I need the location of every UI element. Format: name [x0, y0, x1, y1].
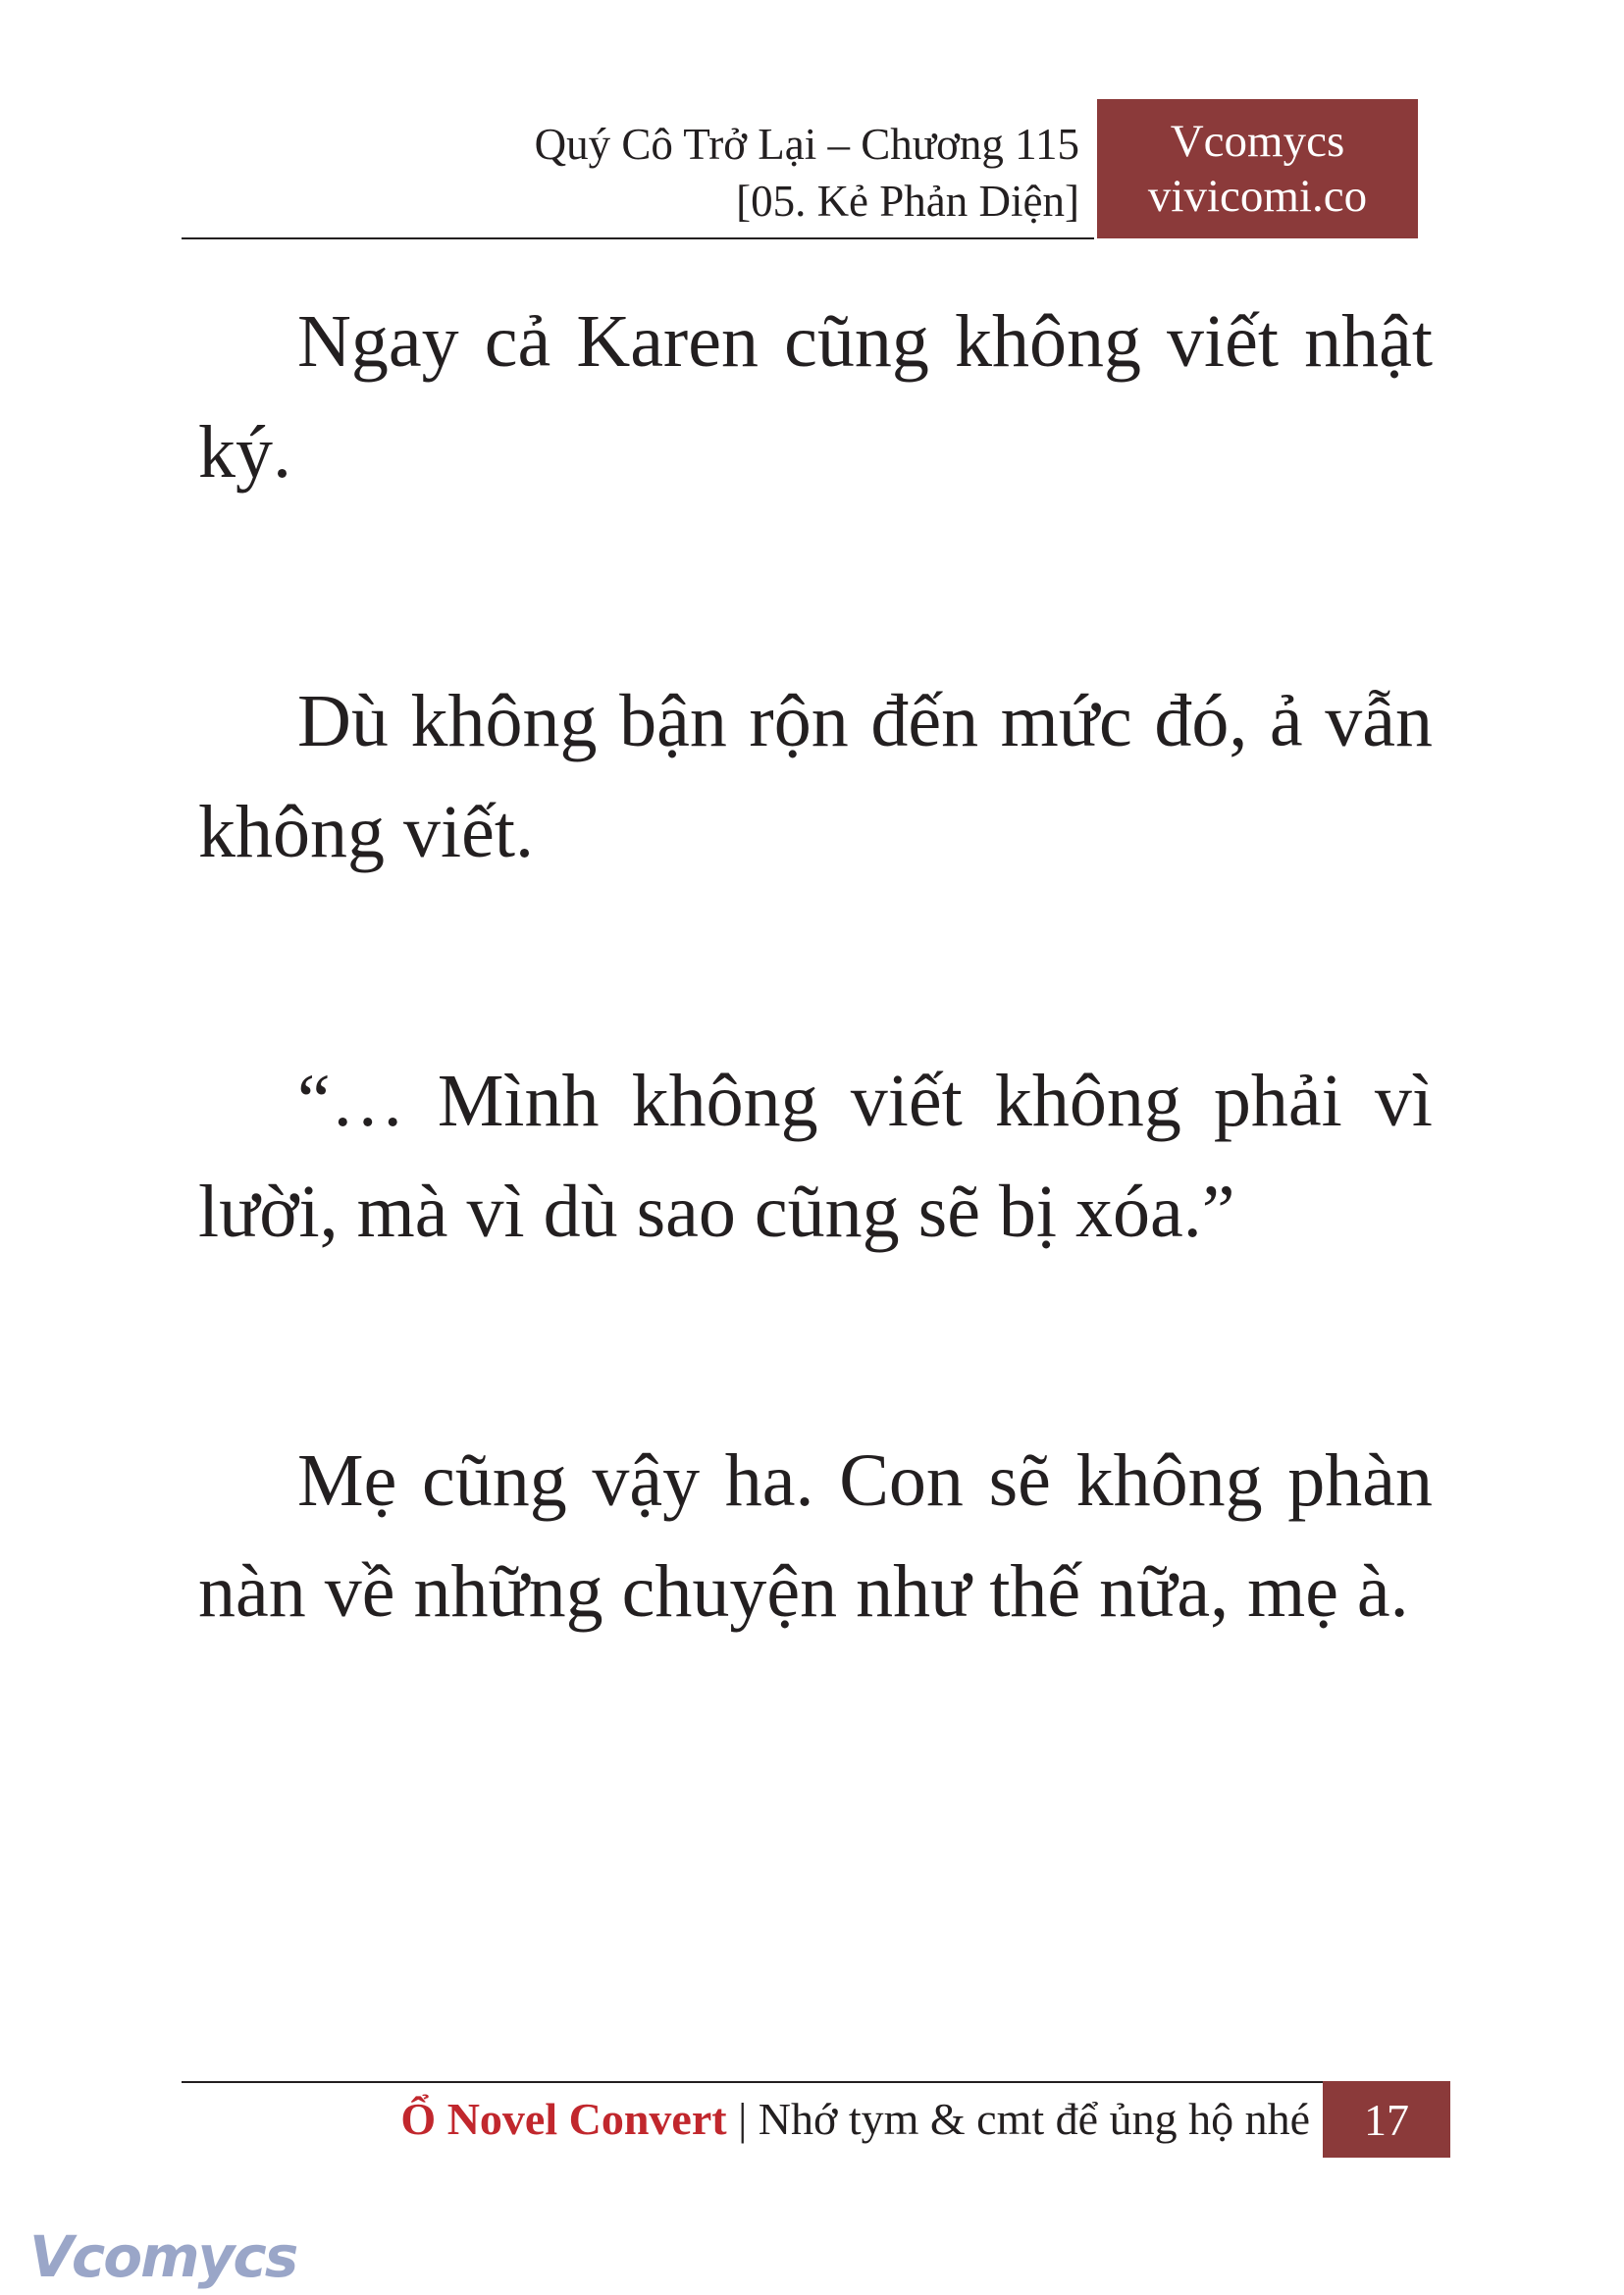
brand-box — [1097, 99, 1418, 238]
brand-site: vivicomi.co — [1147, 171, 1368, 222]
paragraph: “… Mình không viết không phải vì lười, mà vì dù sao cũng sẽ bị xóa.” — [198, 1060, 1433, 1253]
chapter-title: Quý Cô Trở Lại – Chương 115 — [534, 120, 1079, 169]
chapter-subtitle: [05. Kẻ Phản Diện] — [736, 177, 1079, 226]
paragraph: Dù không bận rộn đến mức đó, ả vẫn không viết. — [198, 680, 1433, 873]
footer-divider — [182, 2081, 1325, 2083]
chapter-header — [535, 116, 1079, 230]
chapter-body — [198, 287, 1433, 1805]
footer-brand: Ổ Novel Convert — [400, 2094, 727, 2144]
brand-name: Vcomycs — [1170, 116, 1345, 167]
paragraph: Ngay cả Karen cũng không viết nhật ký. — [198, 300, 1433, 494]
page-number: 17 — [1323, 2081, 1450, 2158]
footer-message: Nhớ tym & cmt để ủng hộ nhé — [758, 2094, 1310, 2144]
header-divider — [182, 237, 1094, 239]
footer-separator: | — [726, 2094, 759, 2144]
footer — [400, 2086, 1310, 2153]
watermark-logo: Vcomycs — [29, 2223, 297, 2290]
paragraph: Mẹ cũng vậy ha. Con sẽ không phàn nàn về những chuyện như thế nữa, mẹ à. — [198, 1439, 1433, 1633]
